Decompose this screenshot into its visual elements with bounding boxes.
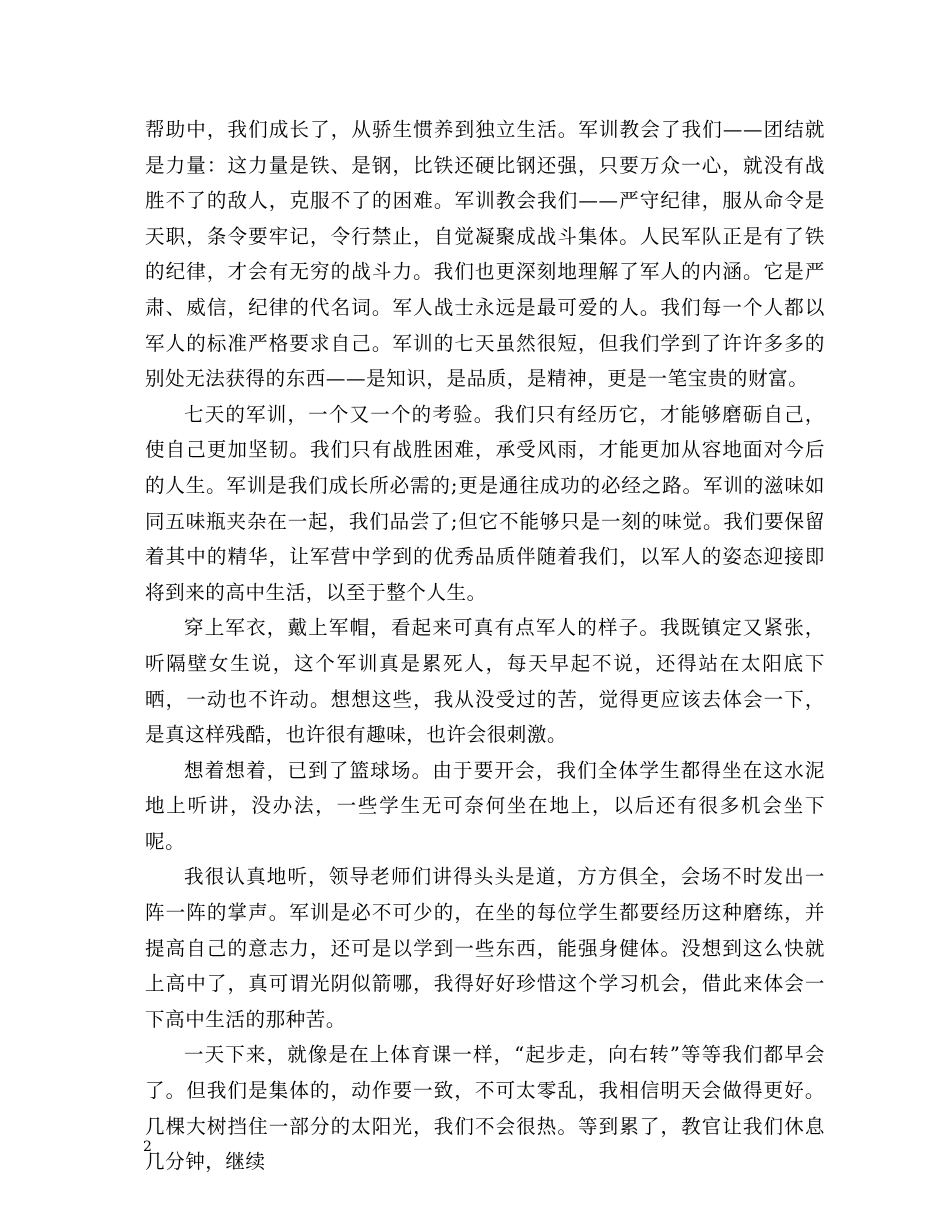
document-body xyxy=(145,112,825,1180)
paragraph-1: 帮助中，我们成长了，从骄生惯养到独立生活。军训教会了我们——团结就是力量：这力量是铁、是钢，比铁还硬比钢还强，只要万众一心，就没有战胜不了的敌人，克服不了的困难。军训教会我们——严守纪律，服从命令是天职，条令要牢记，令行禁止，自觉凝聚成战斗集体。人民军队正是有了铁的纪律，才会有无穷的战斗力。我们也更深刻地理解了军人的内涵。它是严肃、威信，纪律的代名词。军人战士永远是最可爱的人。我们每一个人都以军人的标准严格要求自己。军训的七天虽然很短，但我们学到了许许多多的别处无法获得的东西——是知识，是品质，是精神，更是一笔宝贵的财富。 xyxy=(145,118,825,391)
paragraph-2: 七天的军训，一个又一个的考验。我们只有经历它，才能够磨砺自己，使自己更加坚韧。我们只有战胜困难，承受风雨，才能更加从容地面对今后的人生。军训是我们成长所必需的;更是通往成功的必经之路。军训的滋味如同五味瓶夹杂在一起，我们品尝了;但它不能够只是一刻的味觉。我们要保留着其中的精华，让军营中学到的优秀品质伴随着我们，以军人的姿态迎接即将到来的高中生活，以至于整个人生。 xyxy=(145,402,825,604)
paragraph-3: 穿上军衣，戴上军帽，看起来可真有点军人的样子。我既镇定又紧张，听隔壁女生说，这个军训真是累死人，每天早起不说，还得站在太阳底下晒，一动也不许动。想想这些，我从没受过的苦，觉得更应该去体会一下，是真这样残酷，也许很有趣味，也许会很刺激。 xyxy=(145,616,825,747)
paragraph-4: 想着想着，已到了篮球场。由于要开会，我们全体学生都得坐在这水泥地上听讲，没办法，一些学生无可奈何坐在地上，以后还有很多机会坐下呢。 xyxy=(145,758,825,853)
paragraph-6: 一天下来，就像是在上体育课一样，“起步走，向右转”等等我们都早会了。但我们是集体的，动作要一致，不可太零乱，我相信明天会做得更好。几棵大树挡住一部分的太阳光，我们不会很热。等到累了，教官让我们休息几分钟，继续 xyxy=(145,1043,825,1174)
page-number: 2 xyxy=(143,1139,152,1155)
paragraph-5: 我很认真地听，领导老师们讲得头头是道，方方俱全，会场不时发出一阵一阵的掌声。军训是必不可少的，在坐的每位学生都要经历这种磨练，并提高自己的意志力，还可是以学到一些东西，能强身健体。没想到这么快就上高中了，真可谓光阴似箭哪，我得好好珍惜这个学习机会，借此来体会一下高中生活的那种苦。 xyxy=(145,865,825,1031)
